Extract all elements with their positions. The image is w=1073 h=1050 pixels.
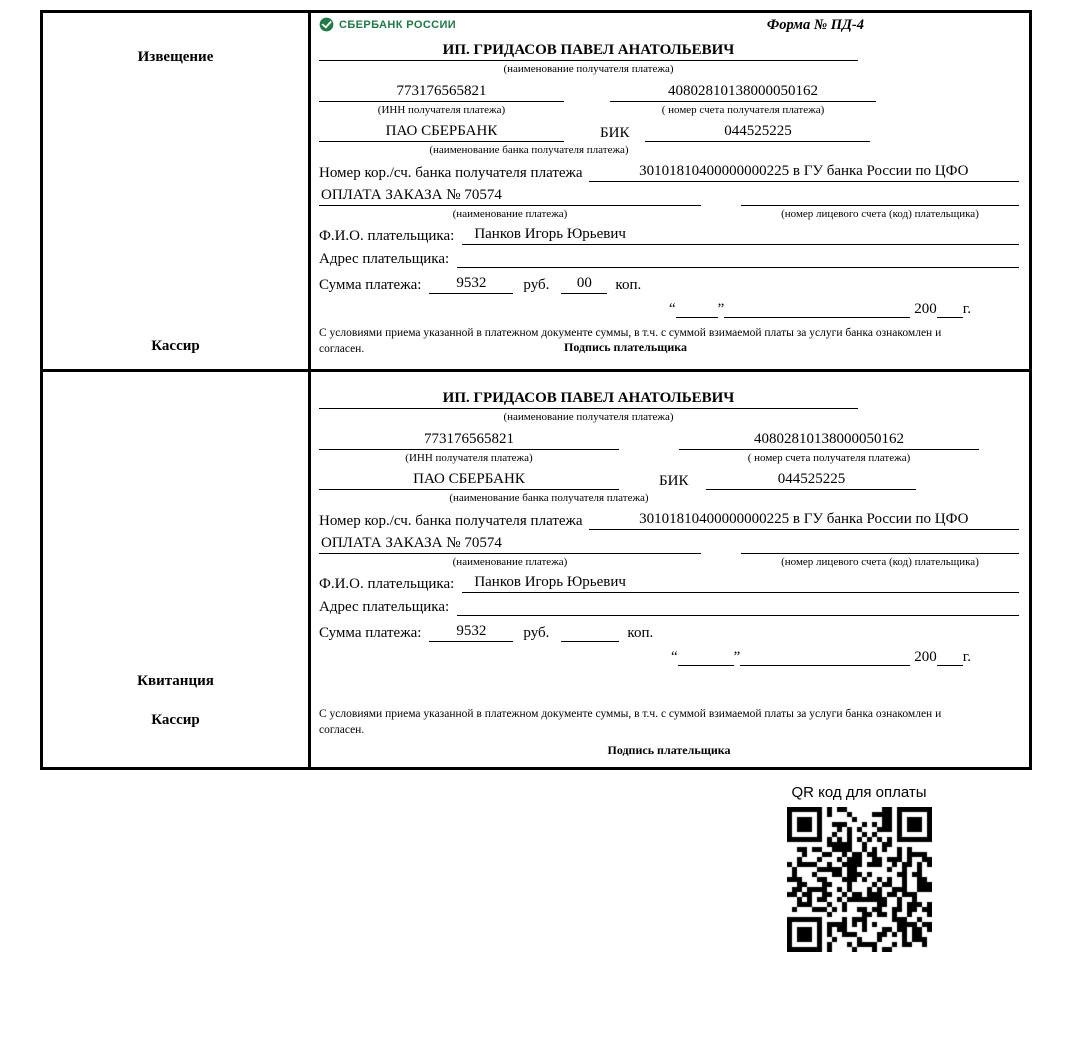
rub-label: руб. bbox=[523, 277, 550, 293]
notice-side-column bbox=[43, 13, 311, 369]
inn-account-row bbox=[319, 431, 1019, 450]
bik-label: БИК bbox=[659, 473, 689, 489]
account-caption: ( номер счета получателя платежа) bbox=[747, 452, 911, 464]
personal-account-blank bbox=[741, 535, 1019, 554]
receipt-side-label: Квитанция bbox=[137, 673, 214, 689]
notice-cashier-label: Кассир bbox=[151, 338, 200, 354]
corr-value: 30101810400000000225 в ГУ банка России по ЦФО bbox=[589, 511, 1019, 530]
corr-label: Номер кор./сч. банка получателя платежа bbox=[319, 513, 583, 529]
date-month-blank bbox=[724, 299, 910, 318]
date-month-blank bbox=[740, 647, 910, 666]
notice-section bbox=[40, 10, 1032, 372]
recipient-caption: (наименование получателя платежа) bbox=[503, 411, 674, 423]
payment-purpose-row bbox=[319, 535, 1019, 554]
sum-value: 9532 bbox=[429, 623, 513, 642]
inn-account-captions bbox=[319, 104, 1019, 116]
bank-bik-row bbox=[319, 471, 1019, 490]
receipt-section bbox=[40, 369, 1032, 770]
recipient-name: ИП. ГРИДАСОВ ПАВЕЛ АНАТОЛЬЕВИЧ bbox=[319, 390, 858, 409]
open-quote: “ bbox=[670, 649, 678, 665]
date-day-blank bbox=[678, 647, 734, 666]
qr-code-image bbox=[787, 807, 932, 952]
corr-account-row bbox=[319, 511, 1019, 530]
bik-value: 044525225 bbox=[645, 123, 870, 142]
agreement-text: С условиями приема указанной в платежном документе суммы, в т.ч. с суммой взимаемой платы за услуги банка ознакомлен и согласен. bbox=[319, 707, 942, 736]
sberbank-logo-text: СБЕРБАНК РОССИИ bbox=[339, 18, 457, 31]
sberbank-logo bbox=[319, 17, 456, 32]
date-row bbox=[319, 647, 1019, 666]
personal-caption: (номер лицевого счета (код) плательщика) bbox=[781, 208, 979, 220]
recipient-caption: (наименование получателя платежа) bbox=[503, 63, 674, 75]
bik-value: 044525225 bbox=[706, 471, 916, 490]
inn-value: 773176565821 bbox=[319, 431, 619, 450]
account-value: 40802810138000050162 bbox=[610, 83, 876, 102]
receipt-cashier-label: Кассир bbox=[151, 712, 200, 728]
close-quote: ” bbox=[717, 301, 725, 317]
payment-caption: (наименование платежа) bbox=[452, 556, 568, 568]
sum-row bbox=[319, 623, 1019, 642]
inn-account-row bbox=[319, 83, 1019, 102]
bank-bik-row bbox=[319, 123, 1019, 142]
sum-label: Сумма платежа: bbox=[319, 277, 422, 293]
agreement-block bbox=[319, 706, 1019, 762]
personal-account-blank bbox=[741, 187, 1019, 206]
payer-value: Панков Игорь Юрьевич bbox=[462, 226, 1019, 245]
signature-label: Подпись плательщика bbox=[607, 743, 731, 757]
bik-label: БИК bbox=[600, 125, 630, 141]
payer-address-row bbox=[319, 249, 1019, 268]
year-blank bbox=[937, 647, 963, 666]
date-day-blank bbox=[676, 299, 718, 318]
corr-value: 30101810400000000225 в ГУ банка России по ЦФО bbox=[589, 163, 1019, 182]
sum-label: Сумма платежа: bbox=[319, 625, 422, 641]
kop-blank bbox=[561, 623, 619, 642]
form-number: Форма № ПД-4 bbox=[766, 17, 864, 33]
recipient-name: ИП. ГРИДАСОВ ПАВЕЛ АНАТОЛЬЕВИЧ bbox=[319, 42, 858, 61]
receipt-content bbox=[311, 372, 1029, 767]
kop-value: 00 bbox=[561, 275, 607, 294]
address-blank bbox=[457, 597, 1019, 616]
inn-caption: (ИНН получателя платежа) bbox=[405, 452, 533, 464]
address-label: Адрес плательщика: bbox=[319, 251, 450, 267]
kop-label: коп. bbox=[627, 625, 654, 641]
kop-label: коп. bbox=[615, 277, 642, 293]
payer-address-row bbox=[319, 597, 1019, 616]
agreement-block bbox=[319, 325, 1019, 357]
payment-purpose: ОПЛАТА ЗАКАЗА № 70574 bbox=[319, 535, 701, 554]
payer-label: Ф.И.О. плательщика: bbox=[319, 228, 455, 244]
corr-label: Номер кор./сч. банка получателя платежа bbox=[319, 165, 583, 181]
inn-caption: (ИНН получателя платежа) bbox=[377, 104, 506, 116]
sum-value: 9532 bbox=[429, 275, 513, 294]
payer-name-row bbox=[319, 574, 1019, 593]
notice-side-label: Извещение bbox=[137, 49, 214, 65]
payer-label: Ф.И.О. плательщика: bbox=[319, 576, 455, 592]
personal-caption: (номер лицевого счета (код) плательщика) bbox=[781, 556, 979, 568]
bank-caption: (наименование банка получателя платежа) bbox=[429, 144, 629, 156]
sum-row bbox=[319, 275, 1019, 294]
qr-block bbox=[744, 784, 974, 952]
payment-purpose-row bbox=[319, 187, 1019, 206]
address-blank bbox=[457, 249, 1019, 268]
year-prefix: 200 bbox=[914, 301, 937, 317]
year-suffix: г. bbox=[962, 301, 971, 317]
sberbank-logo-icon bbox=[319, 17, 334, 32]
year-prefix: 200 bbox=[914, 649, 937, 665]
address-label: Адрес плательщика: bbox=[319, 599, 450, 615]
payer-name-row bbox=[319, 226, 1019, 245]
close-quote: ” bbox=[733, 649, 741, 665]
corr-account-row bbox=[319, 163, 1019, 182]
bank-name: ПАО СБЕРБАНК bbox=[319, 471, 619, 490]
year-blank bbox=[937, 299, 963, 318]
signature-label: Подпись плательщика bbox=[564, 340, 687, 355]
purpose-captions-row bbox=[319, 556, 1019, 568]
account-caption: ( номер счета получателя платежа) bbox=[661, 104, 825, 116]
inn-value: 773176565821 bbox=[319, 83, 564, 102]
inn-account-captions bbox=[319, 452, 1019, 464]
rub-label: руб. bbox=[523, 625, 550, 641]
purpose-captions-row bbox=[319, 208, 1019, 220]
account-value: 40802810138000050162 bbox=[679, 431, 979, 450]
notice-content bbox=[311, 13, 1029, 369]
payment-caption: (наименование платежа) bbox=[452, 208, 568, 220]
receipt-side-column bbox=[43, 372, 311, 767]
date-row bbox=[319, 299, 1019, 318]
notice-header-row bbox=[319, 17, 1019, 42]
payer-value: Панков Игорь Юрьевич bbox=[462, 574, 1019, 593]
year-suffix: г. bbox=[962, 649, 971, 665]
payment-purpose: ОПЛАТА ЗАКАЗА № 70574 bbox=[319, 187, 701, 206]
qr-label: QR код для оплаты bbox=[791, 784, 927, 801]
open-quote: “ bbox=[668, 301, 676, 317]
agreement-text: С условиями приема указанной в платежном документе суммы, в т.ч. с суммой взимаемой платы за услуги банка ознакомлен и согласен. bbox=[319, 327, 942, 356]
bank-name: ПАО СБЕРБАНК bbox=[319, 123, 564, 142]
bank-caption: (наименование банка получателя платежа) bbox=[449, 492, 649, 504]
